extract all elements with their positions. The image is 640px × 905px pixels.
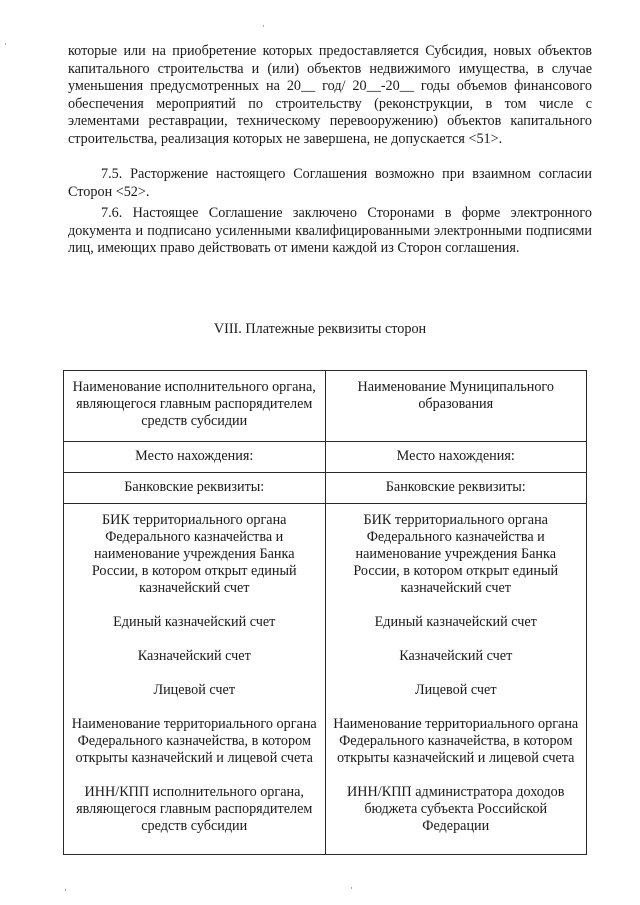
scan-speck: · xyxy=(262,22,265,32)
paragraph-7-4-continuation: которые или на приобретение которых предоставляется Субсидия, новых объектов капитального строительства и (или) объектов недвижимого имущества, в случае уменьшения предусмотренных на 20__ год/ 20__-20__ годы объемов финансового обеспечения мероприятий по строительству (реконструкции, в том числе с элементами реставрации, техническому перевооружению) объектов капитального строительства, реализация которых не завершена, не допускается <51>. xyxy=(68,43,592,147)
right-territorial-body: Наименование территориального органа Федерального казначейства, в котором открыты казначейский и лицевой счета xyxy=(333,716,579,766)
right-single-account: Единый казначейский счет xyxy=(374,614,537,630)
table-row xyxy=(64,504,587,855)
right-details-cell xyxy=(325,504,587,855)
paragraph-7-5: 7.5. Расторжение настоящего Соглашения возможно при взаимном согласии Сторон <52>. xyxy=(68,166,592,200)
left-bank-cell: Банковские реквизиты: xyxy=(64,473,326,504)
table-row xyxy=(64,473,587,504)
paragraph-7-6: 7.6. Настоящее Соглашение заключено Сторонами в форме электронного документа и подписано усиленными квалифицированными электронными подписями лиц, имеющих право действовать от имени каждой из Сторон соглашения. xyxy=(68,205,592,257)
right-personal-account: Лицевой счет xyxy=(414,682,497,698)
scan-speck: · xyxy=(350,884,353,894)
left-single-account: Единый казначейский счет xyxy=(113,614,276,630)
left-territorial-body: Наименование территориального органа Федерального казначейства, в котором открыты казначейский и лицевой счета xyxy=(71,716,317,766)
right-treasury-account: Казначейский счет xyxy=(399,648,513,664)
right-inn: ИНН/КПП администратора доходов бюджета субъекта Российской Федерации xyxy=(347,784,565,834)
left-location-cell: Место нахождения: xyxy=(64,442,326,473)
table-row xyxy=(64,442,587,473)
table-row xyxy=(64,371,587,442)
right-bik: БИК территориального органа Федерального казначейства и наименование учреждения Банка России, в котором открыт единый казначейский счет xyxy=(353,512,559,596)
left-bik: БИК территориального органа Федерального казначейства и наименование учреждения Банка России, в котором открыт единый казначейский счет xyxy=(91,512,297,596)
left-header-cell: Наименование исполнительного органа, являющегося главным распорядителем средств субсидии xyxy=(64,371,326,442)
right-location-cell: Место нахождения: xyxy=(325,442,587,473)
scan-speck: · xyxy=(4,40,7,50)
payment-details-table xyxy=(63,370,587,855)
scan-speck: · xyxy=(64,886,67,896)
right-bank-cell: Банковские реквизиты: xyxy=(325,473,587,504)
left-personal-account: Лицевой счет xyxy=(153,682,236,698)
left-inn: ИНН/КПП исполнительного органа, являющегося главным распорядителем средств субсидии xyxy=(76,784,313,834)
section-title: VIII. Платежные реквизиты сторон xyxy=(213,321,427,337)
right-header-cell: Наименование Муниципального образования xyxy=(325,371,587,442)
left-treasury-account: Казначейский счет xyxy=(137,648,251,664)
left-details-cell xyxy=(64,504,326,855)
